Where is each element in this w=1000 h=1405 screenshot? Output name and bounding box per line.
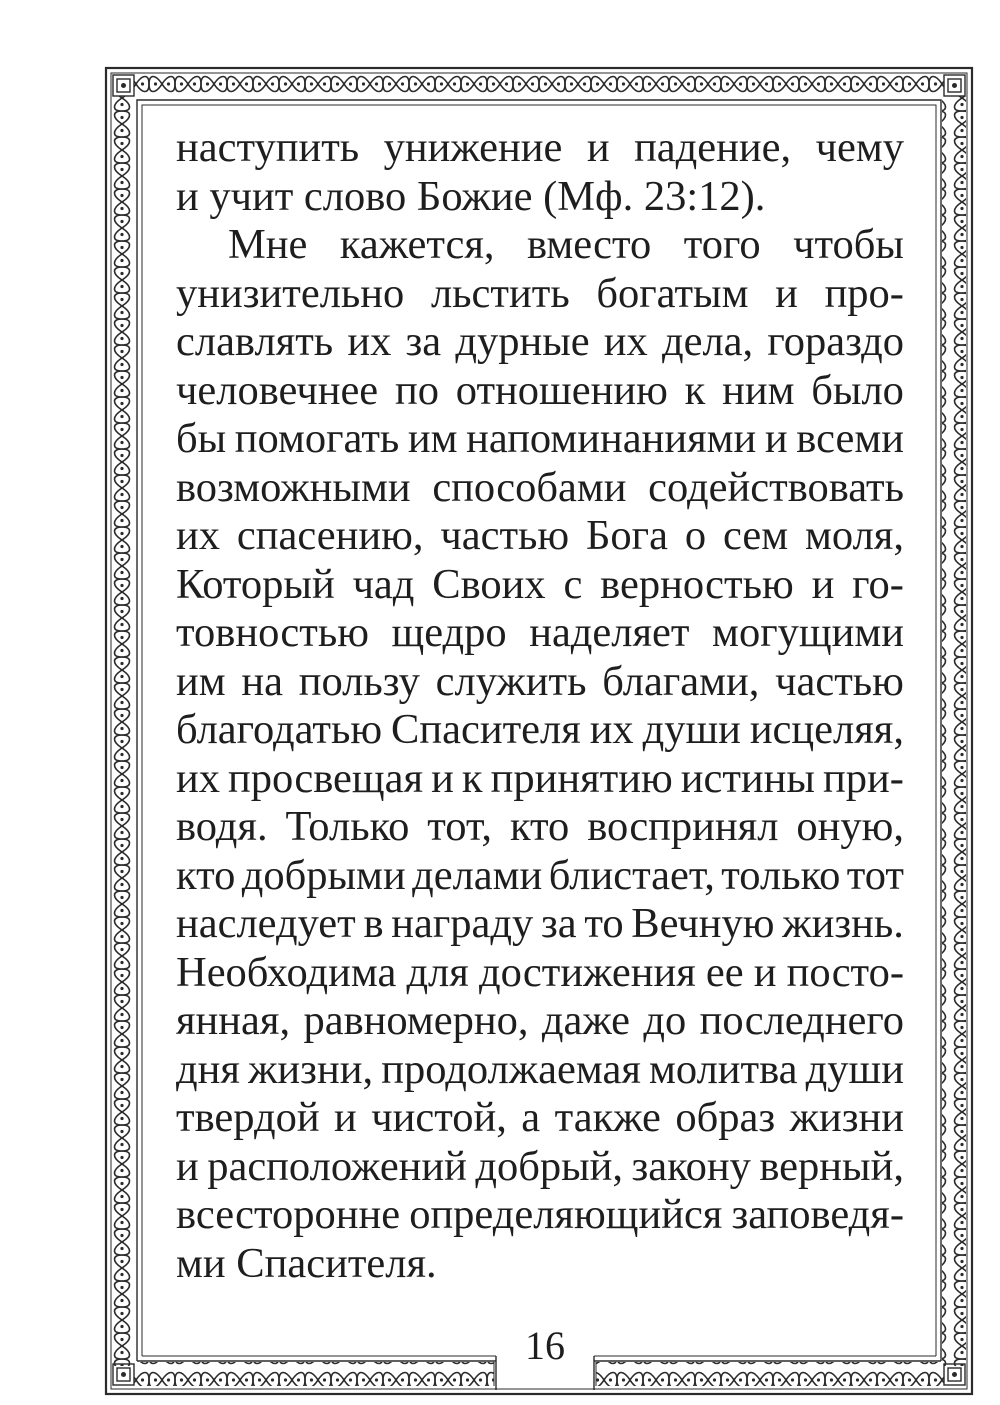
text-line: и расположений добрый, закону верный, bbox=[176, 1142, 904, 1190]
text-line: кто добрыми делами блистает, только тот bbox=[176, 851, 904, 899]
page-number: 16 bbox=[525, 1323, 565, 1368]
text-line: благодатью Спасителя их души исцеляя, bbox=[176, 706, 904, 753]
text-line: Который чад Своих с верностью и го- bbox=[176, 560, 904, 608]
text-line: бы помогать им напоминаниями и всеми bbox=[176, 415, 904, 462]
text-line: наследует в награду за то Вечную жизнь. bbox=[176, 900, 904, 947]
text-line: человечнее по отношению к ним было bbox=[176, 366, 904, 414]
text-line: Необходима для достижения ее и посто- bbox=[176, 948, 904, 996]
text-line: всесторонне определяющийся заповедя- bbox=[176, 1191, 904, 1238]
text-line: наступить унижение и падение, чему bbox=[176, 124, 904, 171]
text-line: товностью щедро наделяет могущими bbox=[176, 609, 904, 656]
text-line: славлять их за дурные их дела, гораздо bbox=[176, 318, 904, 365]
text-line: возможными способами содействовать bbox=[176, 463, 904, 511]
text-line: их просвещая и к принятию истины при- bbox=[176, 754, 904, 802]
text-line: им на пользу служить благами, частью bbox=[176, 657, 904, 705]
text-line: и учит слово Божие (Мф. 23:12). bbox=[176, 172, 766, 220]
text-line: твердой и чистой, а также образ жизни bbox=[176, 1094, 904, 1141]
text-line: ми Спасителя. bbox=[176, 1239, 437, 1287]
text-line: дня жизни, продолжаемая молитва души bbox=[176, 1045, 904, 1093]
text-line: Мне кажется, вместо того чтобы bbox=[228, 221, 904, 268]
body-text bbox=[176, 124, 904, 1288]
text-line: их спасению, частью Бога о сем моля, bbox=[176, 512, 904, 559]
text-line: водя. Только тот, кто воспринял оную, bbox=[176, 803, 904, 850]
text-line: янная, равномерно, даже до последнего bbox=[176, 997, 904, 1044]
text-line: унизительно льстить богатым и про- bbox=[176, 269, 904, 317]
